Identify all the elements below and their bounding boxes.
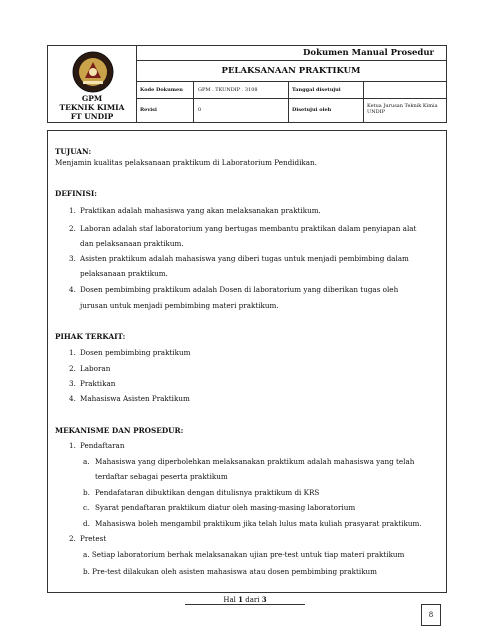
list-number: 1. <box>69 206 76 215</box>
kode-value: GPM . TKUNDIP . 3108 <box>198 87 258 93</box>
list-number: 4. <box>69 285 76 294</box>
page-number-box: 8 <box>421 604 441 626</box>
list-number: 2. <box>69 224 76 233</box>
list-letter: b. <box>83 488 90 497</box>
page-current: 1 <box>238 595 244 604</box>
org-line-gpm: GPM <box>81 94 103 103</box>
kode-label: Kode Dokumen <box>140 87 183 93</box>
pihak-item-4: Mahasiswa Asisten Praktikum <box>80 394 190 403</box>
meta-col-divider <box>288 81 289 122</box>
mekanisme-1d: Mahasiswa boleh mengambil praktikum jika telah lulus mata kuliah prasyarat praktikum. <box>95 519 422 528</box>
meta-col-divider <box>193 81 194 122</box>
document-header <box>47 45 447 123</box>
definisi-item-4-cont: jurusan untuk menjadi pembimbing materi praktikum. <box>80 301 279 310</box>
list-letter: d. <box>83 519 90 528</box>
section-title-pihak: PIHAK TERKAIT: <box>55 332 126 341</box>
org-line-faculty: FT UNDIP <box>70 112 114 121</box>
mekanisme-1c: Syarat pendaftaran praktikum diatur oleh masing-masing laboratorium <box>95 503 356 512</box>
document-title: Dokumen Manual Prosedur <box>136 46 446 61</box>
definisi-item-2: Laboran adalah staf laboratorium yang bertugas membantu praktikan dalam penyiapan alat <box>80 224 417 233</box>
tujuan-text: Menjamin kualitas pelaksanaan praktikum di Laboratorium Pendidikan. <box>55 158 317 167</box>
pihak-item-3: Praktikan <box>80 379 116 388</box>
list-letter: c. <box>83 503 90 512</box>
disetujui-label: Disetujui oleh <box>292 107 332 113</box>
tanggal-label: Tanggal disetujui <box>292 87 341 93</box>
page-total: 3 <box>261 595 267 604</box>
pihak-item-2: Laboran <box>80 364 111 373</box>
list-number: 1. <box>69 441 76 450</box>
mekanisme-item-1: Pendaftaran <box>80 441 125 450</box>
mekanisme-1a-cont: terdaftar sebagai peserta praktikum <box>95 472 228 481</box>
procedure-title: PELAKSANAAN PRAKTIKUM <box>136 61 446 82</box>
list-number: 3. <box>69 254 76 263</box>
definisi-item-1: Praktikan adalah mahasiswa yang akan melaksanakan praktikum. <box>80 206 321 215</box>
dari-label: dari <box>245 596 260 604</box>
logo-cell <box>48 46 137 122</box>
definisi-item-3: Asisten praktikum adalah mahasiswa yang diberi tugas untuk menjadi pembimbing dalam <box>80 254 409 263</box>
meta-row-divider <box>136 98 446 99</box>
revisi-label: Revisi <box>140 107 157 113</box>
list-number: 1. <box>69 348 76 357</box>
university-seal-logo <box>71 50 115 94</box>
mekanisme-1b: Pendafataran dibuktikan dengan ditulisnya praktikum di KRS <box>95 488 320 497</box>
list-number: 2. <box>69 364 76 373</box>
mekanisme-1a: Mahasiswa yang diperbolehkan melaksanakan praktikum adalah mahasiswa yang telah <box>95 457 415 466</box>
list-number: 2. <box>69 534 76 543</box>
section-title-mekanisme: MEKANISME DAN PROSEDUR: <box>55 426 184 435</box>
section-title-tujuan: TUJUAN: <box>55 147 92 156</box>
definisi-item-4: Dosen pembimbing praktikum adalah Dosen di laboratorium yang diberikan tugas oleh <box>80 285 399 294</box>
definisi-item-2-cont: dan pelaksanaan praktikum. <box>80 239 184 248</box>
meta-col-divider <box>363 81 364 122</box>
list-letter: a. <box>83 457 90 466</box>
mekanisme-item-2: Pretest <box>80 534 107 543</box>
section-title-definisi: DEFINISI: <box>55 189 97 198</box>
list-number: 4. <box>69 394 76 403</box>
footer-rule <box>185 604 305 605</box>
revisi-value: 0 <box>198 107 202 113</box>
pihak-item-1: Dosen pembimbing praktikum <box>80 348 191 357</box>
mekanisme-2b: b. Pre-test dilakukan oleh asisten mahasiswa atau dosen pembimbing praktikum <box>83 567 377 576</box>
org-line-dept: TEKNIK KIMIA <box>59 103 125 112</box>
list-number: 3. <box>69 379 76 388</box>
disetujui-value: Ketua Jurusan Teknik Kimia UNDIP <box>367 103 438 115</box>
mekanisme-2a: a. Setiap laboratorium berhak melaksanakan ujian pre-test untuk tiap materi praktikum <box>83 550 405 559</box>
hal-label: Hal <box>223 596 236 604</box>
definisi-item-3-cont: pelaksanaan praktikum. <box>80 269 168 278</box>
